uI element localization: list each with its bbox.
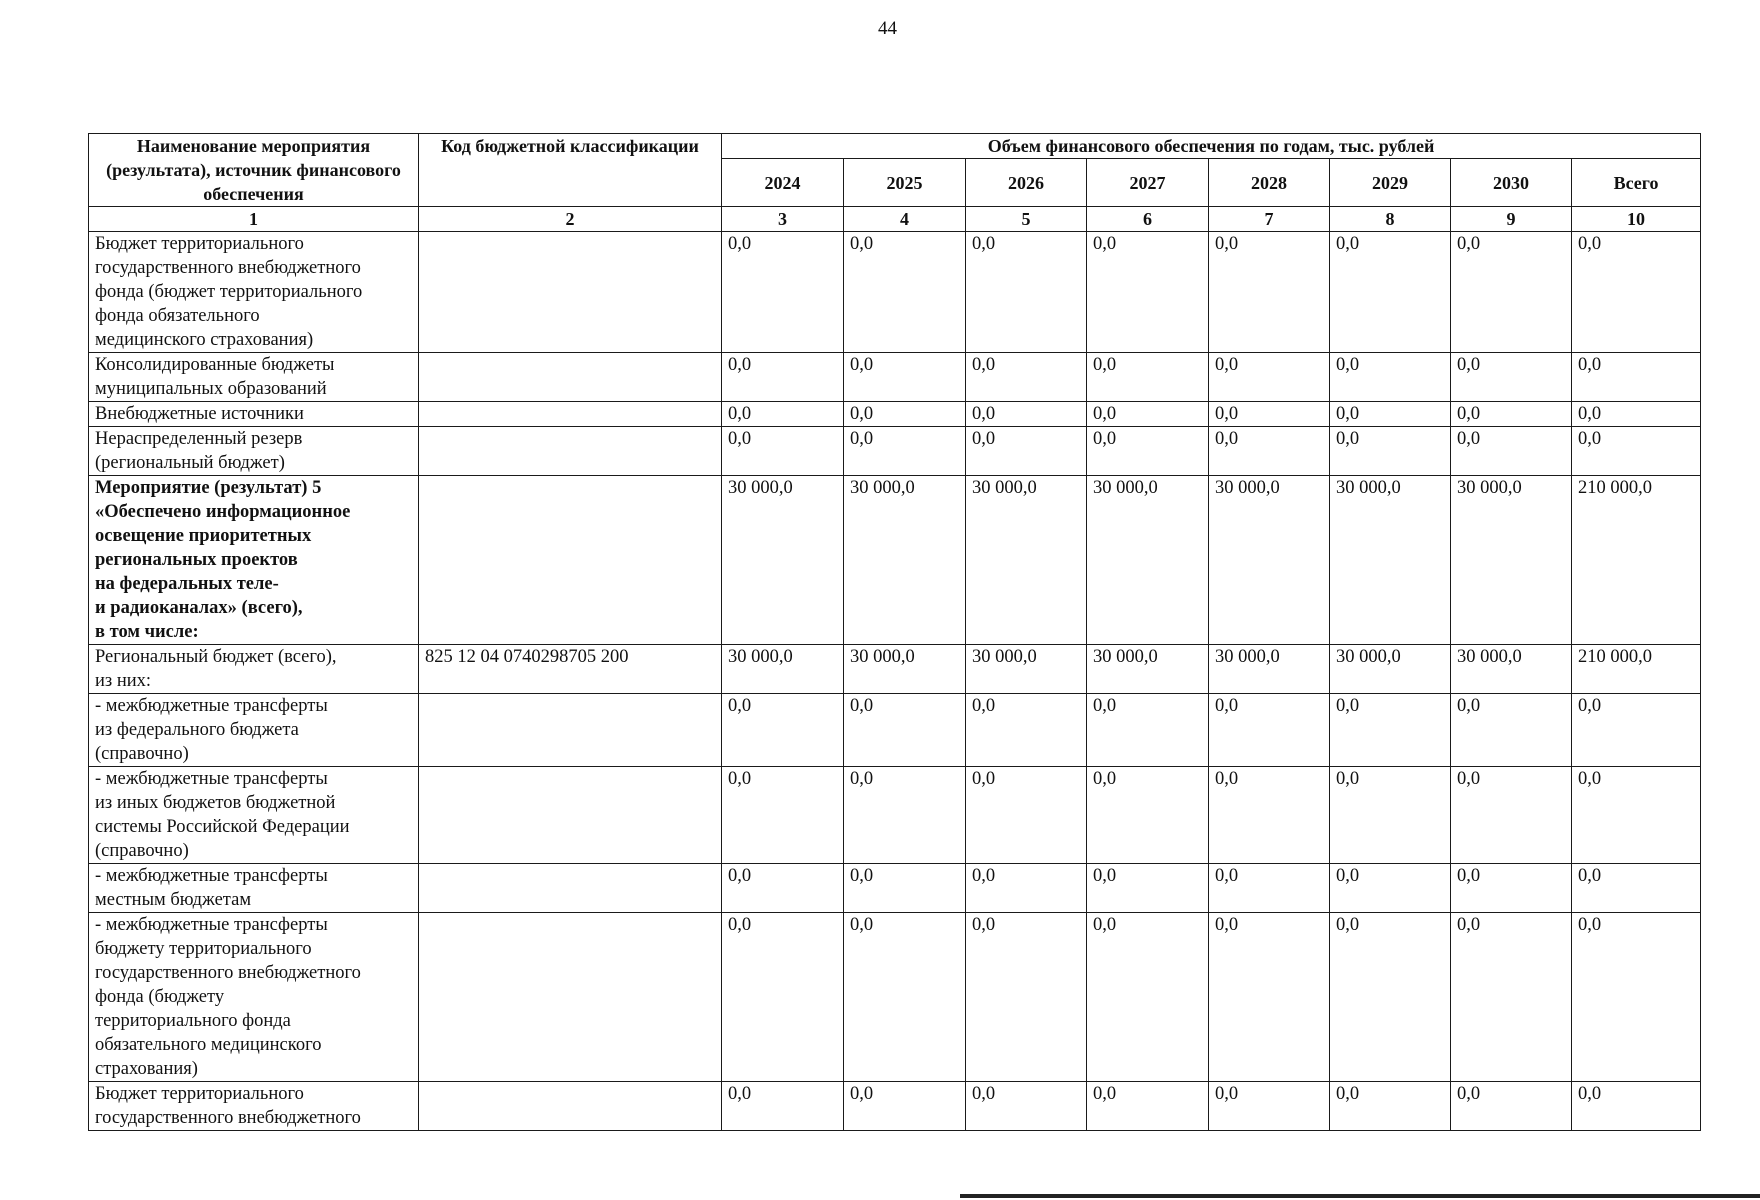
row-value: 30 000,0 [966,645,1087,694]
row-value: 0,0 [722,694,844,767]
table-row [89,353,1701,402]
row-value: 0,0 [722,767,844,864]
row-value: 0,0 [844,767,966,864]
row-value: 30 000,0 [966,476,1087,645]
row-value: 0,0 [1451,353,1572,402]
row-value: 0,0 [1087,913,1209,1082]
row-code [419,694,722,767]
header-year: 2026 [966,159,1087,207]
row-value: 0,0 [1330,427,1451,476]
row-value-total: 0,0 [1572,427,1701,476]
column-number: 9 [1451,207,1572,232]
header-year: 2025 [844,159,966,207]
row-value: 0,0 [1451,913,1572,1082]
row-value: 0,0 [844,1082,966,1131]
row-value: 0,0 [1330,767,1451,864]
row-value: 0,0 [722,864,844,913]
table-row [89,476,1701,645]
row-name: - межбюджетные трансферты местным бюджетам [89,864,419,913]
table-row [89,767,1701,864]
row-value: 0,0 [844,402,966,427]
row-code: 825 12 04 0740298705 200 [419,645,722,694]
row-value-total: 0,0 [1572,694,1701,767]
column-number: 7 [1209,207,1330,232]
table-row [89,864,1701,913]
column-number: 2 [419,207,722,232]
row-value-total: 0,0 [1572,913,1701,1082]
row-value: 0,0 [966,694,1087,767]
row-value: 0,0 [1087,232,1209,353]
header-name-column: Наименование мероприятия (результата), источник финансового обеспечения [89,134,419,207]
row-value-total: 0,0 [1572,232,1701,353]
row-value: 0,0 [966,232,1087,353]
row-value: 0,0 [844,864,966,913]
row-value: 30 000,0 [844,645,966,694]
page-number: 44 [878,18,897,39]
row-value: 30 000,0 [1087,476,1209,645]
header-volume-column: Объем финансового обеспечения по годам, тыс. рублей [722,134,1701,159]
row-code [419,767,722,864]
row-value: 0,0 [1330,232,1451,353]
table-row [89,913,1701,1082]
row-value: 30 000,0 [844,476,966,645]
row-value: 0,0 [1209,353,1330,402]
row-value: 0,0 [722,913,844,1082]
row-value: 0,0 [1209,864,1330,913]
header-year-total: Всего [1572,159,1701,207]
row-value: 30 000,0 [1330,476,1451,645]
column-number: 4 [844,207,966,232]
row-code [419,913,722,1082]
row-value: 0,0 [1451,427,1572,476]
header-year: 2030 [1451,159,1572,207]
row-value: 0,0 [1451,1082,1572,1131]
row-value: 0,0 [1451,864,1572,913]
row-value: 0,0 [1330,353,1451,402]
row-value: 0,0 [722,402,844,427]
row-value: 30 000,0 [1451,645,1572,694]
row-value: 30 000,0 [1209,645,1330,694]
row-name: Мероприятие (результат) 5 «Обеспечено информационное освещение приоритетных региональных проектов на федеральных теле- и радиоканалах» (всего), в том числе: [89,476,419,645]
header-year: 2024 [722,159,844,207]
row-value-total: 210 000,0 [1572,476,1701,645]
row-value: 0,0 [844,232,966,353]
row-value: 0,0 [1209,694,1330,767]
row-value: 0,0 [1451,694,1572,767]
row-code [419,1082,722,1131]
row-value: 0,0 [844,694,966,767]
header-row-top [89,134,1701,159]
row-name: - межбюджетные трансферты бюджету территориального государственного внебюджетного фонда (бюджету территориального фонда обязательного медицинского страхования) [89,913,419,1082]
table-row [89,694,1701,767]
table-row [89,645,1701,694]
header-year: 2028 [1209,159,1330,207]
row-value: 30 000,0 [1330,645,1451,694]
row-value: 0,0 [966,913,1087,1082]
row-value: 0,0 [966,864,1087,913]
row-value: 0,0 [1209,427,1330,476]
row-value-total: 0,0 [1572,864,1701,913]
row-name: - межбюджетные трансферты из иных бюджетов бюджетной системы Российской Федерации (справочно) [89,767,419,864]
bottom-rule [960,1194,1760,1198]
row-value: 0,0 [1209,767,1330,864]
row-value: 0,0 [1209,232,1330,353]
row-value: 0,0 [1087,427,1209,476]
row-value: 30 000,0 [722,476,844,645]
row-name: Консолидированные бюджеты муниципальных образований [89,353,419,402]
row-value: 30 000,0 [1087,645,1209,694]
row-value: 0,0 [1087,402,1209,427]
row-value: 0,0 [1330,864,1451,913]
row-value: 30 000,0 [1451,476,1572,645]
row-value: 0,0 [1330,913,1451,1082]
row-name: Региональный бюджет (всего), из них: [89,645,419,694]
header-number-row [89,207,1701,232]
row-name: Внебюджетные источники [89,402,419,427]
row-value: 0,0 [1209,913,1330,1082]
row-value: 0,0 [1451,402,1572,427]
row-value: 0,0 [722,232,844,353]
row-value: 0,0 [1087,767,1209,864]
row-value: 0,0 [966,353,1087,402]
row-code [419,353,722,402]
row-value: 30 000,0 [1209,476,1330,645]
header-year: 2029 [1330,159,1451,207]
row-code [419,427,722,476]
row-value: 0,0 [1330,402,1451,427]
row-value: 0,0 [1330,1082,1451,1131]
header-year: 2027 [1087,159,1209,207]
row-value-total: 0,0 [1572,1082,1701,1131]
row-value-total: 0,0 [1572,353,1701,402]
row-value: 0,0 [844,913,966,1082]
row-code [419,402,722,427]
row-code [419,864,722,913]
row-value: 30 000,0 [722,645,844,694]
column-number: 3 [722,207,844,232]
column-number: 10 [1572,207,1701,232]
row-name: - межбюджетные трансферты из федерального бюджета (справочно) [89,694,419,767]
header-code-column: Код бюджетной классификации [419,134,722,207]
row-value: 0,0 [844,427,966,476]
table-row [89,232,1701,353]
row-name: Бюджет территориального государственного внебюджетного [89,1082,419,1131]
row-value: 0,0 [1209,402,1330,427]
row-code [419,476,722,645]
table-header [89,134,1701,232]
table-body [89,232,1701,1131]
row-value-total: 0,0 [1572,767,1701,864]
table-row [89,1082,1701,1131]
row-value: 0,0 [966,767,1087,864]
column-number: 8 [1330,207,1451,232]
table-row [89,402,1701,427]
row-value: 0,0 [722,1082,844,1131]
row-value: 0,0 [1087,694,1209,767]
table-row [89,427,1701,476]
row-name: Нераспределенный резерв (региональный бюджет) [89,427,419,476]
column-number: 5 [966,207,1087,232]
row-value: 0,0 [1087,864,1209,913]
financing-table [88,133,1701,1131]
row-value: 0,0 [844,353,966,402]
row-value-total: 210 000,0 [1572,645,1701,694]
row-value: 0,0 [966,402,1087,427]
row-value: 0,0 [1209,1082,1330,1131]
row-value: 0,0 [722,427,844,476]
row-value: 0,0 [966,1082,1087,1131]
row-value: 0,0 [1330,694,1451,767]
column-number: 1 [89,207,419,232]
row-value: 0,0 [966,427,1087,476]
row-code [419,232,722,353]
row-value-total: 0,0 [1572,402,1701,427]
column-number: 6 [1087,207,1209,232]
row-value: 0,0 [1087,1082,1209,1131]
row-value: 0,0 [722,353,844,402]
row-value: 0,0 [1087,353,1209,402]
row-name: Бюджет территориального государственного внебюджетного фонда (бюджет территориального фонда обязательного медицинского страхования) [89,232,419,353]
row-value: 0,0 [1451,767,1572,864]
row-value: 0,0 [1451,232,1572,353]
